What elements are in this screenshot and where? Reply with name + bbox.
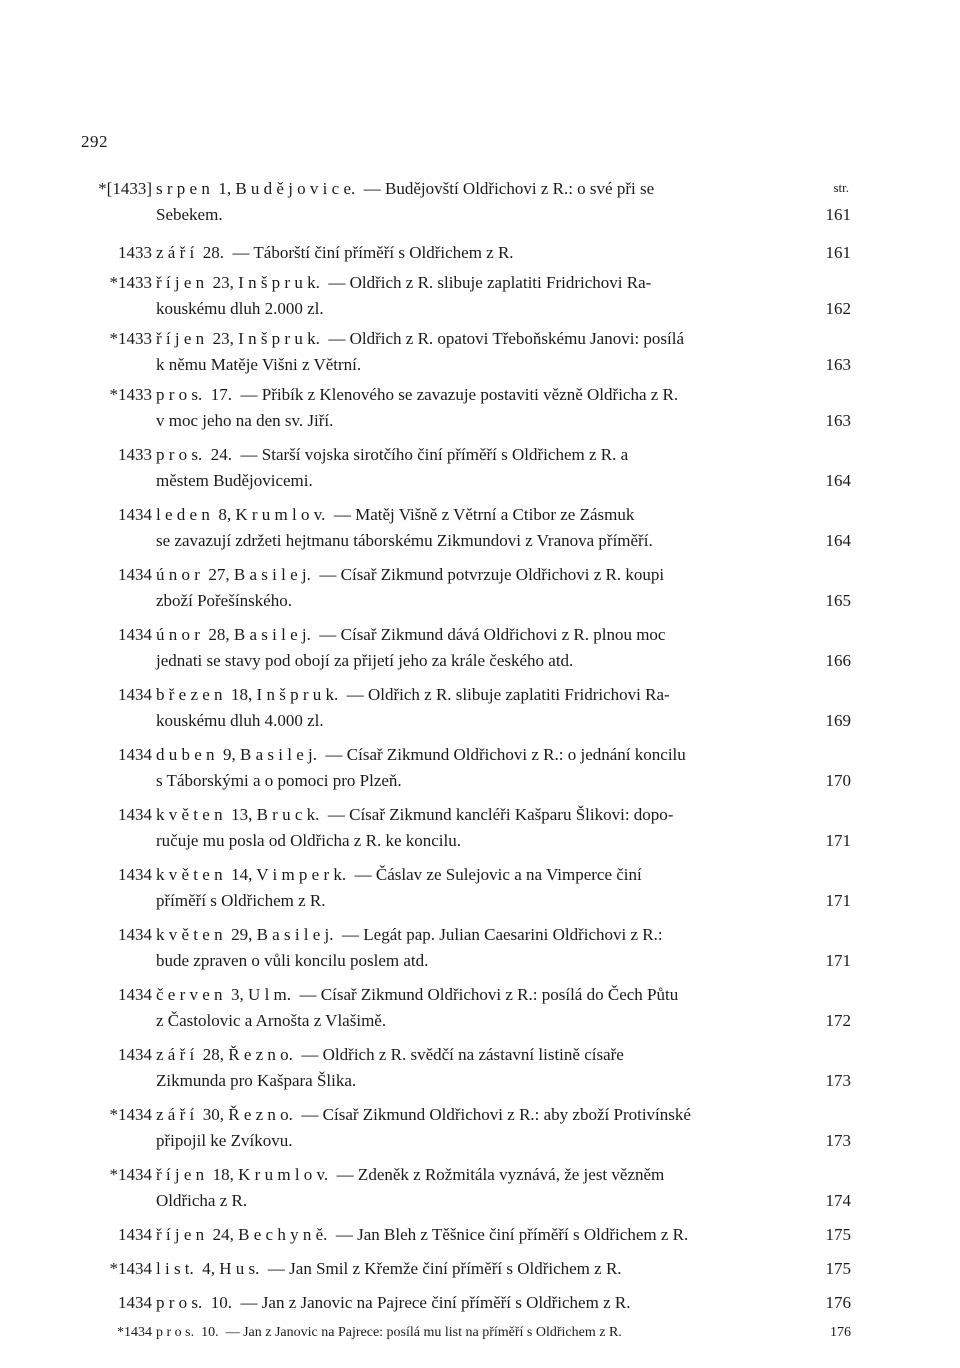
entry-page: 173 bbox=[825, 1071, 851, 1090]
entry-text: p r o s. 17. — Přibík z Klenového se zavazuje postaviti vězně Oldřicha z R. bbox=[156, 385, 679, 404]
entry-year: 1433 bbox=[118, 243, 152, 262]
entry-page bbox=[816, 1162, 851, 1188]
entry-line bbox=[156, 862, 851, 888]
index-entry bbox=[79, 802, 851, 854]
entry-page bbox=[816, 1042, 851, 1068]
entry-text: p r o s. 24. — Starší vojska sirotčího činí příměří s Oldřichem z R. a bbox=[156, 445, 629, 464]
index-entry bbox=[79, 862, 851, 914]
entry-year: *1433 bbox=[109, 329, 152, 348]
entry-year: 1434 bbox=[118, 985, 152, 1004]
entry-page: 161 bbox=[825, 205, 851, 224]
entry-line bbox=[156, 296, 851, 322]
entry-year: 1434 bbox=[118, 625, 152, 644]
entry-line bbox=[156, 1188, 851, 1214]
entry-year: *1434 bbox=[109, 1259, 152, 1278]
entry-page bbox=[816, 382, 851, 408]
entry-page bbox=[816, 1102, 851, 1128]
entry-line bbox=[156, 1128, 851, 1154]
entry-year: 1434 bbox=[118, 685, 152, 704]
entry-page: 164 bbox=[825, 471, 851, 490]
entry-page: 172 bbox=[825, 1011, 851, 1030]
entry-line bbox=[156, 982, 851, 1008]
entry-page: 174 bbox=[825, 1191, 851, 1210]
entry-line bbox=[156, 648, 851, 674]
entry-line bbox=[156, 1290, 851, 1316]
entry-line bbox=[156, 828, 851, 854]
index-entry bbox=[79, 502, 851, 554]
entry-page: 164 bbox=[825, 531, 851, 550]
index-entry bbox=[79, 176, 851, 228]
entry-line bbox=[156, 562, 851, 588]
entry-page bbox=[816, 270, 851, 296]
entry-text: ú n o r 28, B a s i l e j. — Císař Zikmund dává Oldřichovi z R. plnou moc bbox=[156, 625, 666, 644]
entry-page: 163 bbox=[825, 411, 851, 430]
entry-line bbox=[156, 948, 851, 974]
entry-page: 161 bbox=[825, 243, 851, 262]
entry-text: připojil ke Zvíkovu. bbox=[156, 1131, 293, 1150]
entry-text: s r p e n 1, B u d ě j o v i c e. — Budějovští Oldřichovi z R.: o své při se bbox=[156, 179, 655, 198]
entry-page bbox=[816, 682, 851, 708]
entry-year: *1434 bbox=[117, 1325, 152, 1340]
entry-line bbox=[156, 176, 851, 202]
index-entry bbox=[79, 1102, 851, 1154]
entry-text: l e d e n 8, K r u m l o v. — Matěj Višně z Větrní a Ctibor ze Zásmuk bbox=[156, 505, 635, 524]
index-entry bbox=[79, 1042, 851, 1094]
entry-text: městem Budějovicemi. bbox=[156, 471, 313, 490]
entry-year: *[1433] bbox=[98, 179, 152, 198]
entry-line bbox=[156, 1256, 851, 1282]
entry-line bbox=[156, 1068, 851, 1094]
entry-text: p r o s. 10. — Jan z Janovic na Pajrece: posílá mu list na příměří s Oldřichem z R. bbox=[156, 1325, 622, 1340]
entry-page bbox=[816, 982, 851, 1008]
entry-page: 162 bbox=[825, 299, 851, 318]
entry-year: 1434 bbox=[118, 1045, 152, 1064]
entry-line bbox=[156, 888, 851, 914]
entry-text: Zikmunda pro Kašpara Šlika. bbox=[156, 1071, 357, 1090]
entry-line bbox=[156, 240, 851, 266]
entry-year: *1434 bbox=[109, 1105, 152, 1124]
entry-line bbox=[156, 682, 851, 708]
entry-line bbox=[156, 742, 851, 768]
entry-page bbox=[816, 562, 851, 588]
entry-text: k v ě t e n 14, V i m p e r k. — Čáslav ze Sulejovic a na Vimperce činí bbox=[156, 865, 642, 884]
entry-text: k v ě t e n 13, B r u c k. — Císař Zikmund kancléři Kašparu Šlikovi: dopo- bbox=[156, 805, 674, 824]
entry-year: 1434 bbox=[118, 1293, 152, 1312]
entry-page bbox=[816, 442, 851, 468]
entry-line bbox=[156, 442, 851, 468]
entry-line bbox=[156, 588, 851, 614]
entry-line bbox=[156, 270, 851, 296]
entry-text: z á ř í 28. — Táborští činí příměří s Oldřichem z R. bbox=[156, 243, 514, 262]
entry-line bbox=[156, 1008, 851, 1034]
entry-line bbox=[156, 326, 851, 352]
entry-line bbox=[156, 1162, 851, 1188]
entry-page: 163 bbox=[825, 355, 851, 374]
entry-line bbox=[156, 802, 851, 828]
entry-line bbox=[156, 622, 851, 648]
entry-page bbox=[816, 326, 851, 352]
entry-line bbox=[156, 352, 851, 378]
entry-line bbox=[156, 408, 851, 434]
index-entry bbox=[79, 1162, 851, 1214]
entry-year: 1434 bbox=[118, 1225, 152, 1244]
entry-line bbox=[156, 502, 851, 528]
entry-line bbox=[156, 1320, 851, 1346]
entry-page bbox=[816, 802, 851, 828]
entry-line bbox=[156, 1042, 851, 1068]
entry-text: l i s t. 4, H u s. — Jan Smil z Křemže činí příměří s Oldřichem z R. bbox=[156, 1259, 622, 1278]
entry-page bbox=[816, 922, 851, 948]
entry-text: z Častolovic a Arnošta z Vlašimě. bbox=[156, 1011, 387, 1030]
entry-text: ú n o r 27, B a s i l e j. — Císař Zikmund potvrzuje Oldřichovi z R. koupi bbox=[156, 565, 665, 584]
entry-text: kouskému dluh 2.000 zl. bbox=[156, 299, 324, 318]
entry-page bbox=[816, 742, 851, 768]
index-entry bbox=[79, 742, 851, 794]
entry-year: 1434 bbox=[118, 925, 152, 944]
entry-page bbox=[816, 622, 851, 648]
index-entry bbox=[79, 382, 851, 434]
entry-text: b ř e z e n 18, I n š p r u k. — Oldřich z R. slibuje zaplatiti Fridrichovi Ra- bbox=[156, 685, 670, 704]
entry-year: 1434 bbox=[118, 805, 152, 824]
entry-text: ř í j e n 23, I n š p r u k. — Oldřich z R. slibuje zaplatiti Fridrichovi Ra- bbox=[156, 273, 652, 292]
entry-text: se zavazují zdržeti hejtmanu táborskému Zikmundovi z Vranova příměří. bbox=[156, 531, 653, 550]
index-entry bbox=[79, 1290, 851, 1316]
index-entry bbox=[79, 922, 851, 974]
entry-text: příměří s Oldřichem z R. bbox=[156, 891, 326, 910]
entry-line bbox=[156, 1102, 851, 1128]
index-entry bbox=[79, 682, 851, 734]
entry-text: jednati se stavy pod obojí za přijetí jeho za krále českého atd. bbox=[156, 651, 574, 670]
entry-text: č e r v e n 3, U l m. — Císař Zikmund Oldřichovi z R.: posílá do Čech Půtu bbox=[156, 985, 679, 1004]
entry-text: ř í j e n 24, B e c h y n ě. — Jan Bleh z Těšnice činí příměří s Oldřichem z R. bbox=[156, 1225, 689, 1244]
entry-line bbox=[156, 202, 851, 228]
index-entry bbox=[79, 270, 851, 322]
index-entry bbox=[79, 326, 851, 378]
index-entry bbox=[79, 240, 851, 266]
entry-text: kouskému dluh 4.000 zl. bbox=[156, 711, 324, 730]
entry-page: 171 bbox=[825, 891, 851, 910]
entry-text: k němu Matěje Višni z Větrní. bbox=[156, 355, 362, 374]
entry-text: zboží Pořešínského. bbox=[156, 591, 292, 610]
entry-page: 176 bbox=[825, 1293, 851, 1312]
entry-text: s Táborskými a o pomoci pro Plzeň. bbox=[156, 771, 402, 790]
entry-page bbox=[816, 862, 851, 888]
page-number: 292 bbox=[81, 132, 108, 151]
entry-page bbox=[816, 176, 851, 202]
entry-line bbox=[156, 708, 851, 734]
entry-line bbox=[156, 528, 851, 554]
entry-page: 171 bbox=[825, 951, 851, 970]
entry-line bbox=[156, 382, 851, 408]
entry-year: 1433 bbox=[118, 445, 152, 464]
entry-text: z á ř í 30, Ř e z n o. — Císař Zikmund Oldřichovi z R.: aby zboží Protivínské bbox=[156, 1105, 691, 1124]
entry-year: 1434 bbox=[118, 565, 152, 584]
entry-line bbox=[156, 468, 851, 494]
entry-text: Oldřicha z R. bbox=[156, 1191, 248, 1210]
index-entry bbox=[79, 982, 851, 1034]
entry-text: v moc jeho na den sv. Jiří. bbox=[156, 411, 334, 430]
entry-page: 170 bbox=[825, 771, 851, 790]
entry-text: p r o s. 10. — Jan z Janovic na Pajrece činí příměří s Oldřichem z R. bbox=[156, 1293, 631, 1312]
entry-line bbox=[156, 922, 851, 948]
entry-text: bude zpraven o vůli koncilu poslem atd. bbox=[156, 951, 429, 970]
entry-year: 1434 bbox=[118, 865, 152, 884]
entry-line bbox=[156, 768, 851, 794]
entry-text: ručuje mu posla od Oldřicha z R. ke koncilu. bbox=[156, 831, 461, 850]
entry-text: d u b e n 9, B a s i l e j. — Císař Zikmund Oldřichovi z R.: o jednání koncilu bbox=[156, 745, 686, 764]
index-entry bbox=[79, 1256, 851, 1282]
index-entry bbox=[79, 562, 851, 614]
index-entry bbox=[79, 622, 851, 674]
entry-year: 1434 bbox=[118, 745, 152, 764]
index-entry bbox=[79, 1222, 851, 1248]
entry-year: *1434 bbox=[109, 1165, 152, 1184]
entry-page: 165 bbox=[825, 591, 851, 610]
entry-page: 173 bbox=[825, 1131, 851, 1150]
entry-year: *1433 bbox=[109, 273, 152, 292]
entry-year: *1433 bbox=[109, 385, 152, 404]
entry-page: 175 bbox=[825, 1225, 851, 1244]
entry-page bbox=[816, 502, 851, 528]
entry-text: Sebekem. bbox=[156, 205, 223, 224]
index-entry bbox=[79, 1320, 851, 1346]
page-column-header: str. bbox=[833, 180, 849, 195]
entry-text: k v ě t e n 29, B a s i l e j. — Legát pap. Julian Caesarini Oldřichovi z R.: bbox=[156, 925, 663, 944]
entry-text: z á ř í 28, Ř e z n o. — Oldřich z R. svědčí na zástavní listině císaře bbox=[156, 1045, 624, 1064]
entry-list bbox=[79, 176, 851, 1346]
entry-page: 169 bbox=[825, 711, 851, 730]
entry-page: 175 bbox=[825, 1259, 851, 1278]
entry-page: 176 bbox=[830, 1325, 851, 1340]
entry-year: 1434 bbox=[118, 505, 152, 524]
entry-text: ř í j e n 23, I n š p r u k. — Oldřich z R. opatovi Třeboňskému Janovi: posílá bbox=[156, 329, 685, 348]
entry-text: ř í j e n 18, K r u m l o v. — Zdeněk z Rožmitála vyznává, že jest vězněm bbox=[156, 1165, 665, 1184]
entry-page: 166 bbox=[825, 651, 851, 670]
entry-line bbox=[156, 1222, 851, 1248]
index-entry bbox=[79, 442, 851, 494]
entry-page: 171 bbox=[825, 831, 851, 850]
